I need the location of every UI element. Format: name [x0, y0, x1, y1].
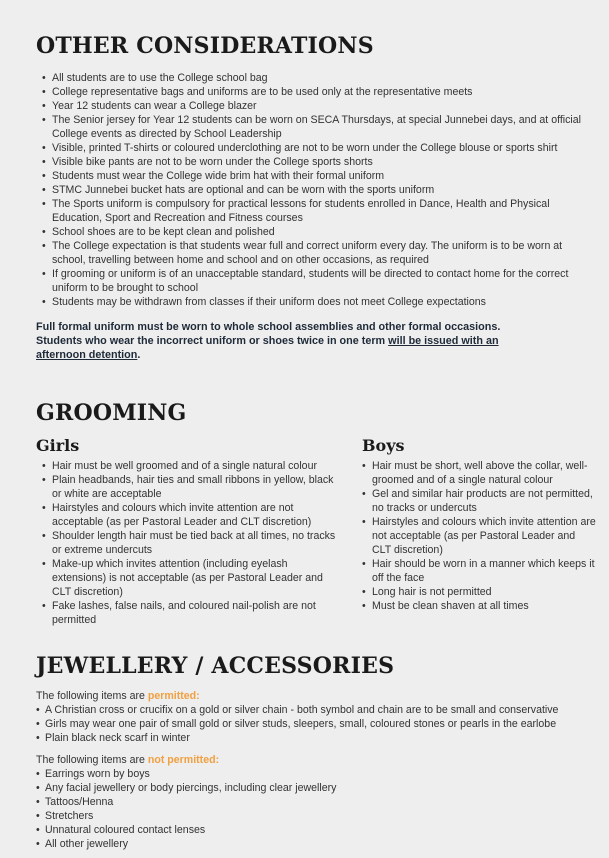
not-permitted-list — [45, 767, 600, 851]
note-line-3-period: . — [137, 349, 141, 361]
list-item: • All students are to use the College school bag — [52, 71, 592, 85]
note-line-2 — [36, 334, 596, 348]
list-item: • Fake lashes, false nails, and coloured nail-polish are not permitted — [52, 599, 340, 627]
jewellery-title: JEWELLERY / ACCESSORIES — [36, 653, 395, 679]
list-item: • Make-up which invites attention (including eyelash extensions) is not acceptable (as per Pastoral Leader and CLT discretion) — [52, 557, 340, 599]
permitted-intro-text: The following items are — [36, 690, 148, 702]
list-item: • Plain headbands, hair ties and small ribbons in yellow, black or white are acceptable — [52, 473, 340, 501]
not-permitted-word: not permitted — [147, 754, 216, 766]
list-item: • Hair should be worn in a manner which keeps it off the face — [372, 557, 596, 585]
list-item: • Visible bike pants are not to be worn under the College sports shorts — [52, 155, 592, 169]
list-item: • Hairstyles and colours which invite attention are not acceptable (as per Pastoral Leader and CLT discretion) — [372, 515, 596, 557]
other-considerations-list — [52, 71, 592, 309]
list-item: • Unnatural coloured contact lenses — [45, 823, 600, 837]
permitted-word: permitted — [147, 690, 197, 702]
list-item: • Tattoos/Henna — [45, 795, 600, 809]
list-item: • Plain black neck scarf in winter — [45, 731, 600, 745]
girls-heading: Girls — [36, 436, 80, 455]
detention-warning-end: afternoon detention — [36, 349, 138, 361]
not-permitted-colon: : — [215, 754, 220, 766]
list-item: • Earrings worn by boys — [45, 767, 600, 781]
note-line-1: Full formal uniform must be worn to whole school assemblies and other formal occasions. — [36, 321, 501, 333]
list-item: • Hair must be well groomed and of a single natural colour — [52, 459, 340, 473]
other-considerations-title: OTHER CONSIDERATIONS — [36, 33, 374, 59]
not-permitted-intro — [36, 753, 219, 767]
list-item: • All other jewellery — [45, 837, 600, 851]
note-line-2-text: Students who wear the incorrect uniform or shoes twice in one term — [36, 335, 389, 347]
list-item: • Students may be withdrawn from classes if their uniform does not meet College expectations — [52, 295, 592, 309]
list-item: • Girls may wear one pair of small gold or silver studs, sleepers, small, coloured stones or pearls in the earlobe — [45, 717, 600, 731]
list-item: • Students must wear the College wide brim hat with their formal uniform — [52, 169, 592, 183]
list-item: • Shoulder length hair must be tied back at all times, no tracks or extreme undercuts — [52, 529, 340, 557]
list-item: • Long hair is not permitted — [372, 585, 596, 599]
list-item: • Stretchers — [45, 809, 600, 823]
note-line-3 — [36, 348, 596, 362]
grooming-title: GROOMING — [36, 400, 187, 426]
permitted-colon: : — [196, 690, 200, 702]
detention-warning: will be issued with an — [388, 335, 499, 347]
list-item: • Any facial jewellery or body piercings, including clear jewellery — [45, 781, 600, 795]
permitted-intro — [36, 689, 200, 703]
list-item: • STMC Junnebei bucket hats are optional and can be worn with the sports uniform — [52, 183, 592, 197]
list-item: • Gel and similar hair products are not permitted, no tracks or undercuts — [372, 487, 596, 515]
list-item: • Hairstyles and colours which invite attention are not acceptable (as per Pastoral Leader and CLT discretion) — [52, 501, 340, 529]
list-item: • Year 12 students can wear a College blazer — [52, 99, 592, 113]
list-item: • The Senior jersey for Year 12 students can be worn on SECA Thursdays, at special Junnebei days, and at official College events as directed by School Leadership — [52, 113, 592, 141]
boys-heading: Boys — [362, 436, 405, 455]
list-item: • College representative bags and uniforms are to be used only at the representative meets — [52, 85, 592, 99]
boys-grooming-list — [372, 459, 596, 613]
list-item: • The Sports uniform is compulsory for practical lessons for students enrolled in Dance, Health and Physical Education, Sport and Recreation and Fitness courses — [52, 197, 592, 225]
not-permitted-intro-text: The following items are — [36, 754, 148, 766]
permitted-list — [45, 703, 600, 745]
girls-grooming-list — [52, 459, 340, 627]
list-item: • School shoes are to be kept clean and polished — [52, 225, 592, 239]
list-item: • A Christian cross or crucifix on a gold or silver chain - both symbol and chain are to be small and conservative — [45, 703, 600, 717]
list-item: • Visible, printed T-shirts or coloured underclothing are not to be worn under the College blouse or sports shirt — [52, 141, 592, 155]
list-item: • If grooming or uniform is of an unacceptable standard, students will be directed to contact home for the correct uniform to be brought to school — [52, 267, 592, 295]
list-item: • The College expectation is that students wear full and correct uniform every day. The uniform is to be worn at school, travelling between home and school and on other occasions, as required — [52, 239, 592, 267]
list-item: • Must be clean shaven at all times — [372, 599, 596, 613]
list-item: • Hair must be short, well above the collar, well-groomed and of a single natural colour — [372, 459, 596, 487]
formal-uniform-note — [36, 320, 596, 362]
